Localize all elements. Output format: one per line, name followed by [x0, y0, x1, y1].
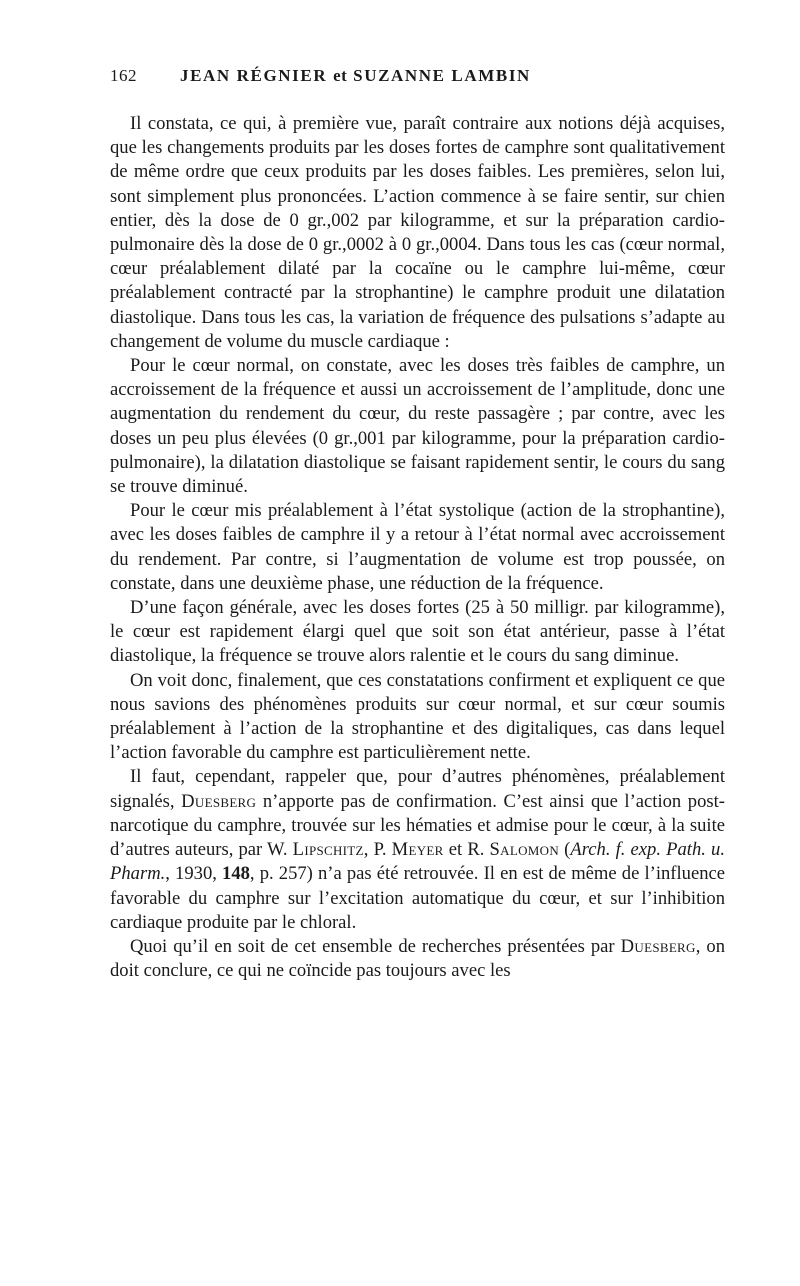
p6-text-a: Il faut, cependant, rappeler que, pour d’autres phénomènes, préalablement signalés,: [110, 766, 725, 812]
author-name-duesberg: Duesberg: [181, 790, 257, 812]
p7-text-b: , on doit conclure, ce qui ne coïncide pas toujours avec les: [110, 935, 725, 982]
paragraph-1: Il constata, ce qui, à première vue, paraît contraire aux notions déjà acquises, que les changements produits par les doses fortes de camphre sont qualitativement de même ordre que ceux produits par les doses faibles. Les premières, selon lui, sont simplement plus prononcées. L’action commence à se faire sentir, sur chien entier, dès la dose de 0 gr.,002 par kilogramme, et sur la préparation cardio-pulmonaire dès la dose de 0 gr.,0002 à 0 gr.,0004. Dans tous les cas (cœur normal, cœur préalablement dilaté par la cocaïne ou le camphre lui-même, cœur préalablement contracté par la strophantine) le camphre produit une dilatation diastolique. Dans tous les cas, la variation de fréquence des pulsations s’adapte au changement de volume du muscle cardiaque :: [110, 113, 725, 352]
p6-text-c: , P.: [363, 839, 387, 861]
paragraph-7: [110, 935, 725, 983]
p7-text-a: Quoi qu’il en soit de cet ensemble de recherches présentées par: [130, 935, 615, 957]
p6-text-d: et R.: [448, 839, 485, 861]
author-name-meyer: Meyer: [391, 839, 444, 861]
p6-text-b: n’apporte pas de confirmation. C’est ainsi que l’action post-narcotique du camphre, trouvée sur les hématies et admise pour le cœur, à la suite d’autres auteurs, par W.: [110, 790, 725, 861]
p6-text-e: , p. 257) n’a pas été retrouvée. Il en est de même de l’influence favorable du camphre sur l’excitation automatique du cœur, et sur l’inhibition cardiaque produite par le chloral.: [110, 863, 725, 933]
author-name-lipschitz: Lipschitz: [292, 839, 364, 861]
paragraph-6: Il faut, cependant, rappeler que, pour d’autres phénomènes, préalablement signalés, Duesberg n’apporte pas de confirmation. C’est ainsi que l’action post-narcotique du camphre, trouvée sur les hématies et admise pour le cœur, à la suite d’autres auteurs, par W. Lipschitz, P. Meyer et R. Salomon (Arch. f. exp. Path. u. Pharm., 1930, 148, p. 257) n’a pas été retrouvée. Il en est de même de l’influence favorable du camphre sur l’excitation automatique du cœur, et sur l’inhibition cardiaque produite par le chloral.: [110, 766, 725, 933]
paragraph-5: On voit donc, finalement, que ces constatations confirment et expliquent ce que nous savions des phénomènes produits sur cœur normal, et sur cœur soumis préalablement à l’action de la strophantine et des digitaliques, cas dans lequel l’action favorable du camphre est particulièrement nette.: [110, 669, 725, 764]
citation-volume: 148: [222, 863, 250, 885]
author-1: JEAN RÉGNIER: [180, 66, 328, 85]
journal-title: Arch. f. exp. Path. u. Pharm.: [110, 839, 725, 885]
author-name-salomon: Salomon: [489, 839, 560, 861]
paragraph-2: Pour le cœur normal, on constate, avec les doses très faibles de camphre, un accroissement de la fréquence et aussi un accroissement de l’amplitude, donc une augmentation du rendement du cœur, du reste passagère ; par contre, avec les doses un peu plus élevées (0 gr.,001 par kilogramme, pour la préparation cardio-pulmonaire), la dilatation diastolique se faisant rapidement sentir, le cours du sang se trouve diminué.: [110, 355, 725, 498]
paragraph-4: D’une façon générale, avec les doses fortes (25 à 50 milligr. par kilogramme), le cœur est rapidement élargi quel que soit son état antérieur, passe à l’état diastolique, la fréquence se trouve alors ralentie et le cours du sang diminue.: [110, 597, 725, 667]
running-title: [180, 66, 725, 86]
citation-year: , 1930,: [165, 863, 217, 885]
author-conjunction: et: [333, 66, 348, 85]
running-head: [110, 66, 725, 106]
author-2: SUZANNE LAMBIN: [353, 66, 531, 85]
book-page: [110, 66, 725, 983]
paragraph-3: Pour le cœur mis préalablement à l’état systolique (action de la strophantine), avec les doses faibles de camphre il y a retour à l’état normal avec accroissement du rendement. Par contre, si l’augmentation de volume est trop poussée, on constate, dans une deuxième phase, une réduction de la fréquence.: [110, 500, 725, 594]
page-number: 162: [110, 66, 137, 85]
author-name-duesberg-2: Duesberg: [620, 935, 696, 957]
